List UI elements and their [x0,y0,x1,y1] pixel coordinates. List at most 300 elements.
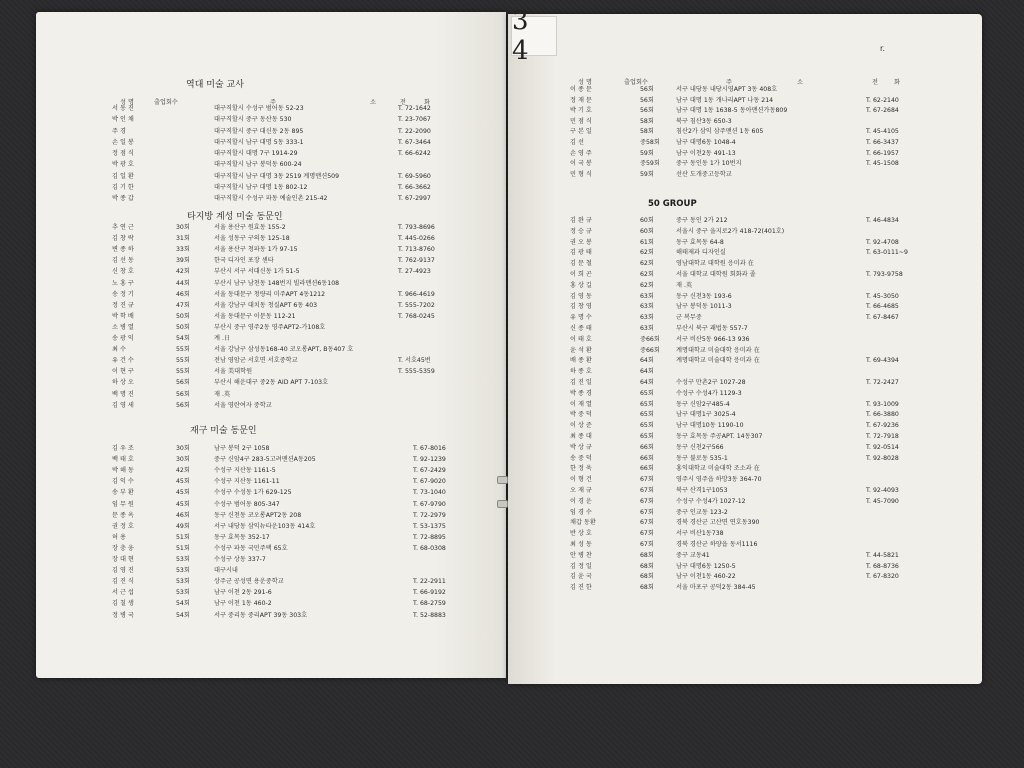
cell-name: 김 윤 국 [570,573,592,581]
cell-name: 김 영 세 [112,401,134,409]
cell-tel: T. 72-1642 [398,105,431,112]
cell-year: 중66회 [640,335,660,343]
cell-addr: 침산2가 삼익 삼주맨션 1동 605 [676,128,764,136]
cell-year: 중58회 [640,139,660,146]
section-title-other-regions: 타지방 계성 미술 동문인 [187,212,283,222]
cell-addr: 대구직할시 남구 대명 1동 802-12 [214,183,308,191]
cell-name: 정 점 식 [112,150,134,157]
cell-name: 배 종 환 [570,357,592,365]
cell-tel: T. 67-8320 [866,573,899,581]
cell-name: 주 경 [112,127,126,135]
cell-year: 51회 [176,533,190,541]
cell-year: 63회 [640,292,654,300]
cell-addr: 계명대학교 미술대학 응미과 在 [676,357,760,365]
cell-addr: 중구 교동41 [676,551,710,559]
cell-name: 임 경 수 [570,508,592,516]
cell-year: 45회 [176,478,190,486]
cell-addr: 수성구 지산동 1161-5 [214,467,276,475]
cell-addr: 해태제과 디자인실 [676,249,726,257]
cell-year: 55회 [176,357,190,365]
cell-addr: 중구 동인 2가 212 [676,217,728,224]
cell-name: 권 정 호 [112,522,134,530]
cell-name: 백 명 진 [112,390,134,398]
cell-year: 64회 [640,357,654,365]
cell-name: 권 오 봉 [570,238,592,246]
header-tel-b: 화 [424,99,430,106]
cell-tel: T. 67-2684 [866,107,899,115]
cell-year: 56회 [176,401,190,409]
cell-addr: 수성구 수성4가 1129-3 [676,389,742,397]
cell-addr: 수성구 수성동 1가 629-125 [214,489,292,497]
cell-year: 64회 [640,379,654,386]
cell-addr: 남구 이천1동 460-22 [676,573,736,581]
cell-tel: T. 555-5359 [398,368,435,376]
cell-tel: T. 22-2090 [398,127,431,135]
cell-addr: 동구 신암2구485-4 [676,400,730,408]
cell-addr: 부산시 해운대구 중2동 AID APT 7-103호 [214,379,329,387]
header-tel-a: 전 [400,99,406,106]
cell-tel: T. 445-0266 [398,235,435,243]
header-tel-b: 화 [894,79,900,86]
cell-year: 54회 [176,611,190,619]
cell-addr: 남구 대명 1동 개나리APT 나동 214 [676,96,774,104]
cell-addr: 남구 봉덕 2구 1058 [214,445,270,452]
cell-year: 62회 [640,260,654,268]
cell-addr: 경북 경산군 고산면 연호동390 [676,519,760,527]
cell-tel: T. 67-9236 [866,422,899,430]
cell-name: 박 상 규 [570,443,592,451]
cell-name: 손 일 봉 [112,138,134,146]
cell-addr: 계명대학교 미술대학 응미과 在 [676,346,760,354]
cell-name: 임 무 원 [112,500,134,508]
cell-name: 홍 상 길 [570,281,592,289]
cell-addr: 서구 비산1동738 [676,530,724,538]
cell-tel: T. 72-2427 [866,379,899,386]
cell-tel: T. 93-1009 [866,400,899,408]
cell-name: 하 종 호 [570,368,592,376]
cell-year: 50회 [176,323,190,331]
cell-addr: 경북 경산군 하양읍 동서1116 [676,541,758,548]
cell-addr: 홍익대학교 미술대학 조소과 在 [676,465,760,473]
cell-year: 67회 [640,508,654,516]
cell-name: 김 진 식 [112,578,134,586]
cell-addr: 서울 대학교 대학원 회화과 졸 [676,271,756,278]
cell-addr: 대구시내 [214,567,238,575]
cell-addr: 서울 마포구 공덕2동 384-45 [676,584,756,592]
cell-year: 67회 [640,530,654,538]
cell-addr: 서울 美대학원 [214,368,253,376]
cell-year: 53회 [176,567,190,575]
cell-name: 안 병 찬 [570,551,592,559]
cell-addr: 계 .日 [214,335,231,342]
cell-name: 정 재 문 [570,96,592,104]
cell-name: 반 상 호 [570,530,592,538]
cell-name: 김 진 한 [570,584,592,592]
cell-name: 박 해 동 [112,467,134,475]
cell-name: 정 진 규 [112,301,134,309]
cell-name: 김 일 환 [112,172,134,180]
section-title-daegu: 재구 미술 동문인 [190,426,257,436]
cell-name: 김 우 조 [112,445,134,452]
cell-year: 42회 [176,467,190,475]
cell-year: 45회 [176,500,190,508]
cell-year: 61회 [640,238,654,246]
cell-tel: T. 66-1957 [866,149,899,157]
cell-tel: T. 92-4093 [866,487,899,494]
cell-year: 68회 [640,551,654,559]
cell-tel: T. 45-1508 [866,160,899,168]
cell-addr: 수성구 상동 337-7 [214,556,266,563]
cell-tel: T. 23-7067 [398,116,431,124]
cell-addr: 서울시 중구 을지로2가 418-72(401호) [676,227,785,235]
cell-name: 김 정 일 [570,562,592,570]
cell-year: 60회 [640,227,654,235]
staple-bottom [497,500,508,508]
cell-name: 김 익 수 [112,478,134,486]
cell-name: 허 용 [112,533,126,541]
cell-tel: T. 555-7202 [398,301,435,309]
cell-tel: T. 68-2759 [413,600,446,608]
header-addr-b: 소 [797,79,803,86]
cell-addr: 동구 효목동 64-8 [676,238,724,246]
cell-name: 윤 석 환 [570,346,592,354]
cell-name: 김 광 태 [570,249,592,257]
cell-addr: 서구 비산5동 966-13 936 [676,335,750,343]
cell-addr: 동구 신천동 코오롱APT2동 208 [214,511,302,519]
cell-year: 63회 [640,325,654,332]
cell-name: 김 창 영 [570,303,592,311]
header-year: 출업회수 [624,79,648,86]
cell-name: 최 종 대 [570,433,592,440]
cell-addr: 남구 이천2동 491-13 [676,149,736,157]
cell-name: 변 종 하 [112,246,134,254]
cell-name: 박 기 호 [570,107,592,115]
cell-name: 김 선 동 [112,257,134,265]
cell-addr: 대구직할시 중구 대신동 2동 895 [214,127,304,135]
cell-year: 58회 [640,117,654,125]
cell-year: 68회 [640,562,654,570]
cell-tel: T. 68-8736 [866,562,899,570]
cell-year: 30회 [176,224,190,231]
cell-addr: 대구직할시 남구 대명 5동 333-1 [214,138,304,146]
cell-year: 67회 [640,487,654,494]
cell-addr: 서울 용산구 원효동 155-2 [214,224,286,231]
cell-addr: 동구 효목동 352-17 [214,533,270,541]
cell-year: 66회 [640,465,654,473]
cell-name: 이 종 문 [570,86,592,93]
cell-addr: 남구 봉덕동 1011-3 [676,303,732,311]
cell-tel: T. 73-1040 [413,489,446,497]
cell-addr: 북구 침산3동 650-3 [676,117,732,125]
cell-addr: 중구 동인동 1가 10번지 [676,160,742,168]
cell-addr: 중구 신암4구 283-5고려맨션A동205 [214,456,316,464]
cell-tel: T. 92-0514 [866,443,899,451]
cell-addr: 영남대학교 대학원 응미과 在 [676,260,754,268]
cell-name: 서 근 섭 [112,589,134,597]
cell-addr: 재 .英 [676,281,693,289]
cell-year: 53회 [176,589,190,597]
cell-name: 송 광 익 [112,335,134,342]
cell-tel: T. 66-3662 [398,183,431,191]
cell-year: 67회 [640,497,654,505]
cell-addr: 서울 용산구 청파동 1가 97-15 [214,246,298,254]
cell-name: 손 영 주 [570,149,592,157]
cell-addr: 동구 신천3동 193-6 [676,292,732,300]
cell-tel: T. 72-2979 [413,511,446,519]
cell-name: 유 건 수 [112,357,134,365]
cell-year: 56회 [640,107,654,115]
cell-year: 62회 [640,249,654,257]
cell-tel: T. 52-8883 [413,611,446,619]
cell-name: 이 태 호 [570,335,592,343]
cell-year: 66회 [640,443,654,451]
cell-name: 장 충 웅 [112,544,134,552]
cell-year: 56회 [640,86,654,93]
cell-name: 노 홍 구 [112,279,134,287]
cell-year: 중66회 [640,346,660,354]
cell-name: 김 영 진 [112,567,134,575]
header-addr-a: 주 [270,99,276,106]
cell-name: 이 현 구 [112,368,134,376]
cell-addr: 대구직할시 남구 봉덕동 600-24 [214,161,302,169]
cell-addr: 서구 중리동 중리APT 39동 303호 [214,611,308,619]
cell-year: 65회 [640,433,654,440]
cell-year: 63회 [640,314,654,322]
cell-addr: 영주시 영주읍 하망3동 364-70 [676,476,762,484]
cell-year: 58회 [640,128,654,136]
cell-name: 박 인 채 [112,116,134,124]
header-addr-a: 주 [726,79,732,86]
cell-addr: 재 .英 [214,390,231,398]
staple-top [497,476,508,484]
cell-tel: T. 68-0308 [413,544,446,552]
cell-tel: T. 45-3050 [866,292,899,300]
header-name: 성 명 [120,99,134,106]
cell-addr: 서울 동대문구 이문동 112-21 [214,312,296,320]
section-title-50-group: 50 GROUP [648,199,697,209]
cell-year: 65회 [640,389,654,397]
cell-tel: T. 66-3880 [866,411,899,419]
cell-addr: 동구 효목동 주공APT. 14동307 [676,433,763,440]
page-number-sticker: 3 4 [511,16,557,56]
cell-tel: T. 92-1239 [413,456,446,464]
cell-year: 46회 [176,290,190,298]
header-addr-b: 소 [370,99,376,106]
cell-tel: T. 762-9137 [398,257,435,265]
cell-name: 신 창 호 [112,268,134,276]
cell-year: 45회 [176,489,190,497]
cell-name: 김 선 [570,139,584,146]
cell-tel: T. 66-9192 [413,589,446,597]
cell-tel: T. 72-8895 [413,533,446,541]
cell-year: 53회 [176,578,190,586]
cell-year: 65회 [640,400,654,408]
cell-name: 김 완 규 [570,217,592,224]
cell-addr: 서울 영란여자 중학교 [214,401,272,409]
cell-year: 39회 [176,257,190,265]
section-title-teachers: 역대 미술 교사 [186,80,244,90]
cell-tel: T. 53-1375 [413,522,446,530]
cell-name: 김 창 락 [112,235,134,243]
cell-year: 30회 [176,456,190,464]
header-tel-a: 전 [872,79,878,86]
cell-addr: 서울 성동구 구의동 125-18 [214,235,290,243]
cell-name: 이 상 준 [570,422,592,430]
cell-name: 소 병 열 [112,323,134,331]
cell-tel: T. 67-8016 [413,445,446,452]
cell-addr: 선산 도개중고등학교 [676,170,732,178]
cell-year: 68회 [640,573,654,581]
cell-addr: 수성구 범어동 805-347 [214,500,280,508]
cell-addr: 서구 내당동 삼익뉴타운103동 414호 [214,522,316,530]
header-year: 출업회수 [154,99,178,106]
cell-name: 채갑 동환 [570,519,596,527]
cell-name: 백 태 호 [112,456,134,464]
cell-name: 이 재 열 [570,400,592,408]
cell-tel: T. 72-7918 [866,433,899,440]
cell-addr: 남구 대명6동 1048-4 [676,139,736,146]
cell-year: 65회 [640,422,654,430]
cell-name: 박 종 갑 [112,195,134,202]
cell-tel: T. 793-9758 [866,271,903,278]
cell-name: 박 광 호 [112,161,134,169]
cell-name: 박 학 배 [112,312,134,320]
cell-tel: T. 713-8760 [398,246,435,254]
cell-tel: T. 22-2911 [413,578,446,586]
cell-addr: 남구 이천 2동 291-6 [214,589,272,597]
cell-addr: 동구 불로동 535-1 [676,454,728,462]
cell-name: 이 국 봉 [570,160,592,168]
cell-addr: 대구직할시 중구 동산동 530 [214,116,292,124]
cell-year: 56회 [176,390,190,398]
cell-year: 30회 [176,445,190,452]
cell-tel: T. 46-4834 [866,217,899,224]
cell-name: 구 본 일 [570,128,592,136]
cell-addr: 부산시 북구 괘법동 557-7 [676,325,748,332]
cell-tel: T. 67-8467 [866,314,899,322]
cell-addr: 서울 동대문구 청량리 미주APT 4동1212 [214,290,326,298]
cell-year: 51회 [176,544,190,552]
cell-addr: 중구 인교동 123-2 [676,508,728,516]
cell-year: 31회 [176,235,190,243]
cell-addr: 서울 강남구 삼성동168-40 코오롱APT, B동407 호 [214,346,354,354]
cell-tel: T. 27-4923 [398,268,431,276]
cell-addr: 수성구 수성4가 1027-12 [676,497,746,505]
cell-name: 송 중 덕 [570,454,592,462]
cell-tel: T. 768-0245 [398,312,435,320]
header-name: 성 명 [578,79,592,86]
cell-tel: T. 67-3464 [398,138,431,146]
cell-name: 신 종 태 [570,325,592,332]
cell-name: 최 성 동 [570,541,592,548]
cell-year: 62회 [640,271,654,278]
cell-name: 하 상 오 [112,379,134,387]
cell-tel: T. 92-8028 [866,454,899,462]
cell-year: 49회 [176,522,190,530]
cell-name: 박 종 경 [570,389,592,397]
cell-addr: 서구 내당동 내당시영APT 3동 408호 [676,86,778,93]
cell-year: 63회 [640,303,654,311]
cell-name: 김 기 한 [112,183,134,191]
cell-year: 67회 [640,541,654,548]
cell-tel: T. 92-4708 [866,238,899,246]
cell-tel: T. 62-2140 [866,96,899,104]
cell-year: 64회 [640,368,654,376]
cell-tel: T. 793-8696 [398,224,435,231]
cell-addr: 군 복무중 [676,314,702,322]
cell-year: 53회 [176,556,190,563]
cell-tel: T. 63-0111~9 [866,249,908,257]
cell-addr: 수성구 만촌2구 1027-28 [676,379,746,386]
cell-addr: 전남 영암군 서호면 서호중학교 [214,357,298,365]
cell-year: 59회 [640,149,654,157]
cell-year: 42회 [176,268,190,276]
cell-addr: 수성구 지산동 1161-11 [214,478,280,486]
cell-name: 민 점 식 [570,117,592,125]
cell-tel: T. 69-4394 [866,357,899,365]
cell-addr: 서울 강남구 대치동 청실APT 6동 403 [214,301,318,309]
cell-tel: T. 67-2997 [398,195,431,202]
cell-addr: 남구 대명6동 1250-5 [676,562,736,570]
cell-year: 33회 [176,246,190,254]
cell-tel: T. 67-2429 [413,467,446,475]
cell-name: 추 연 근 [112,224,134,231]
cell-addr: 대구직할시 남구 대명 3동 2519 계명맨션509 [214,172,340,180]
cell-name: 송 부 환 [112,489,134,497]
cell-addr: 동구 신천2구566 [676,443,724,451]
cell-year: 46회 [176,511,190,519]
cell-name: 문 종 옥 [112,511,134,519]
cell-addr: 부산시 중구 영주2동 영주APT2-가108호 [214,323,326,331]
cell-addr: 북구 산격1구1053 [676,487,728,494]
corner-mark: r. [880,44,886,53]
cell-year: 59회 [640,170,654,178]
cell-addr: 대구직할시 대명 7구 1914-29 [214,150,298,157]
cell-name: 장 대 현 [112,556,134,563]
cell-addr: 남구 이천 1동 460-2 [214,600,272,608]
cell-year: 54회 [176,600,190,608]
cell-tel: T. 66-3437 [866,139,899,146]
cell-name: 박 중 덕 [570,411,592,419]
cell-tel: T. 67-9020 [413,478,446,486]
cell-name: 이 형 건 [570,476,592,484]
cell-year: 55회 [176,368,190,376]
cell-addr: 수성구 파동 국민주택 65호 [214,544,288,552]
cell-name: 서 동 진 [112,105,134,112]
cell-year: 중59회 [640,160,660,168]
cell-name: 정 승 규 [570,227,592,235]
cell-addr: 상주군 공성면 용운중학교 [214,578,284,586]
cell-year: 66회 [640,454,654,462]
cell-name: 김 칠 생 [112,600,134,608]
cell-year: 65회 [640,411,654,419]
cell-name: 김 진 일 [570,379,592,386]
cell-year: 67회 [640,519,654,527]
cell-name: 김 영 동 [570,292,592,300]
cell-tel: T. 69-5960 [398,172,431,180]
cell-addr: 대구직할시 수성구 범어동 52-23 [214,105,304,112]
cell-tel: T. 45-7090 [866,497,899,505]
cell-year: 47회 [176,301,190,309]
cell-name: 최 수 [112,346,126,354]
cell-name: 김 문 철 [570,260,592,268]
cell-year: 50회 [176,312,190,320]
cell-name: 유 명 수 [570,314,592,322]
cell-name: 정 병 국 [112,611,134,619]
cell-tel: T. 서호45번 [398,357,431,365]
cell-name: 송 정 기 [112,290,134,298]
cell-year: 67회 [640,476,654,484]
